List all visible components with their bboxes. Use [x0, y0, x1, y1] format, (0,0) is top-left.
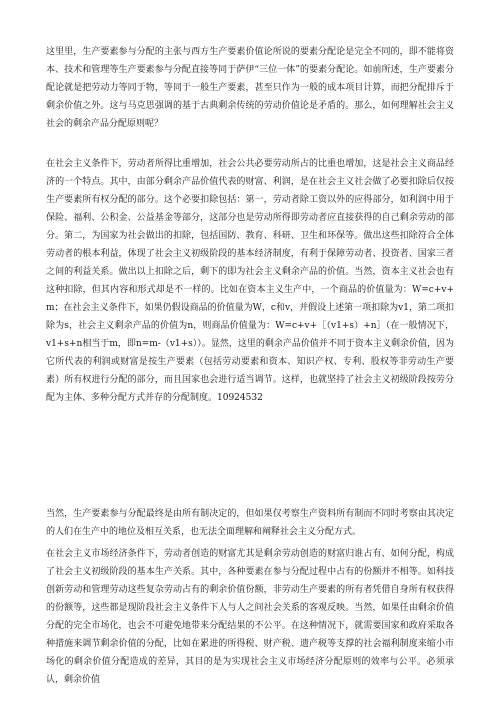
paragraph-3: 当然，生产要素参与分配最终是由所有制决定的，但如果仅考察生产资料所有制而不同时考察由其决定的人们在生产中的地位及相互关系，也无法全面理解和阐释社会主义分配方式。	[46, 509, 454, 537]
paragraph-1: 这里里，生产要素参与分配的主张与西方生产要素价值论所说的要素分配论是完全不同的，即不能将资本、技术和管理等生产要素参与分配直接等同于萨伊“三位一体”的要素分配论。如前所述，生产要素分配论就是把劳动力等同于物，等同于一般生产要素，甚至只作为一般的成本项目计算，而把分配排斥于剩余价值之外。这与马克思强调的基于古典剩余传统的劳动价值论是矛盾的。那么，如何理解社会主义社会的剩余产品分配原则呢？	[46, 47, 454, 129]
paragraph-2: 在社会主义条件下，劳动者所得比重增加，社会公共必要劳动所占的比重也增加，这是社会主义商品经济的一个特点。其中，由部分剩余产品价值代表的财富、利润，是在社会主义社会做了必要扣除后仅按生产要素所有权分配的部分。这个必要扣除包括：第一，劳动者除工资以外的应得部分，如利润中用于保险、福利、公积金、公益基金等部分，这部分也是劳动所得即劳动者应直接获得的自己剩余劳动的部分。第二，为国家为社会做出的扣除，包括国防、教育、科研、卫生和环保等。做出这些扣除符合全体劳动者的根本利益，体现了社会主义初级阶段的基本经济制度，有利于保障劳动者、投资者、国家三者之间的利益关系。做出以上扣除之后，剩下的即为社会主义剩余产品的价值。当然，资本主义社会也有这种扣除，但其内容和形式却是不一样的。比如在资本主义生产中，一个商品的价值量为：W=c+v+m；在社会主义条件下，如果仍假设商品的价值量为W，c和v，并假设上述第一项扣除为v1，第二项扣除为s，社会主义剩余产品的价值为n，则商品价值量为：W=c+v+［（v1+s）+n］（在一般情况下，v1+s+n相当于m，即n=m-（v1+s））。显然，这里的剩余产品价值并不同于资本主义剩余价值，因为它所代表的利润或财富是按生产要素（包括劳动要素和资本、知识产权、专利、股权等非劳动生产要素）所有权进行分配的部分，而且国家也会进行适当调节。这样，也就坚持了社会主义初级阶段按劳分配为主体、多种分配方式并存的分配制度。10924532	[46, 159, 454, 403]
paragraph-4: 在社会主义市场经济条件下，劳动者创造的财富尤其是剩余劳动创造的财富归谁占有、如何分配，构成了社会主义初级阶段的基本生产关系。其中，各种要素在参与分配过程中占有的份额并不相等。如科技创新劳动和管理劳动这些复杂劳动占有的剩余价值份额，非劳动生产要素的所有者凭借自身所有权获得的份额等，这些都是现阶段社会主义条件下人与人之间社会关系的客观反映。当然，如果任由剩余价值分配的完全市场化，也会不可避免地带来分配结果的不公平。在这种情况下，就需要国家和政府采取各种措施来调节剩余价值的分配，比如在累进的所得税、财产税、遗产税等支撑的社会福利制度来缩小市场化的剩余价值分配造成的差异，其目的是为实现社会主义市场经济分配原则的效率与公平。必须承认，剩余价值	[46, 549, 454, 685]
